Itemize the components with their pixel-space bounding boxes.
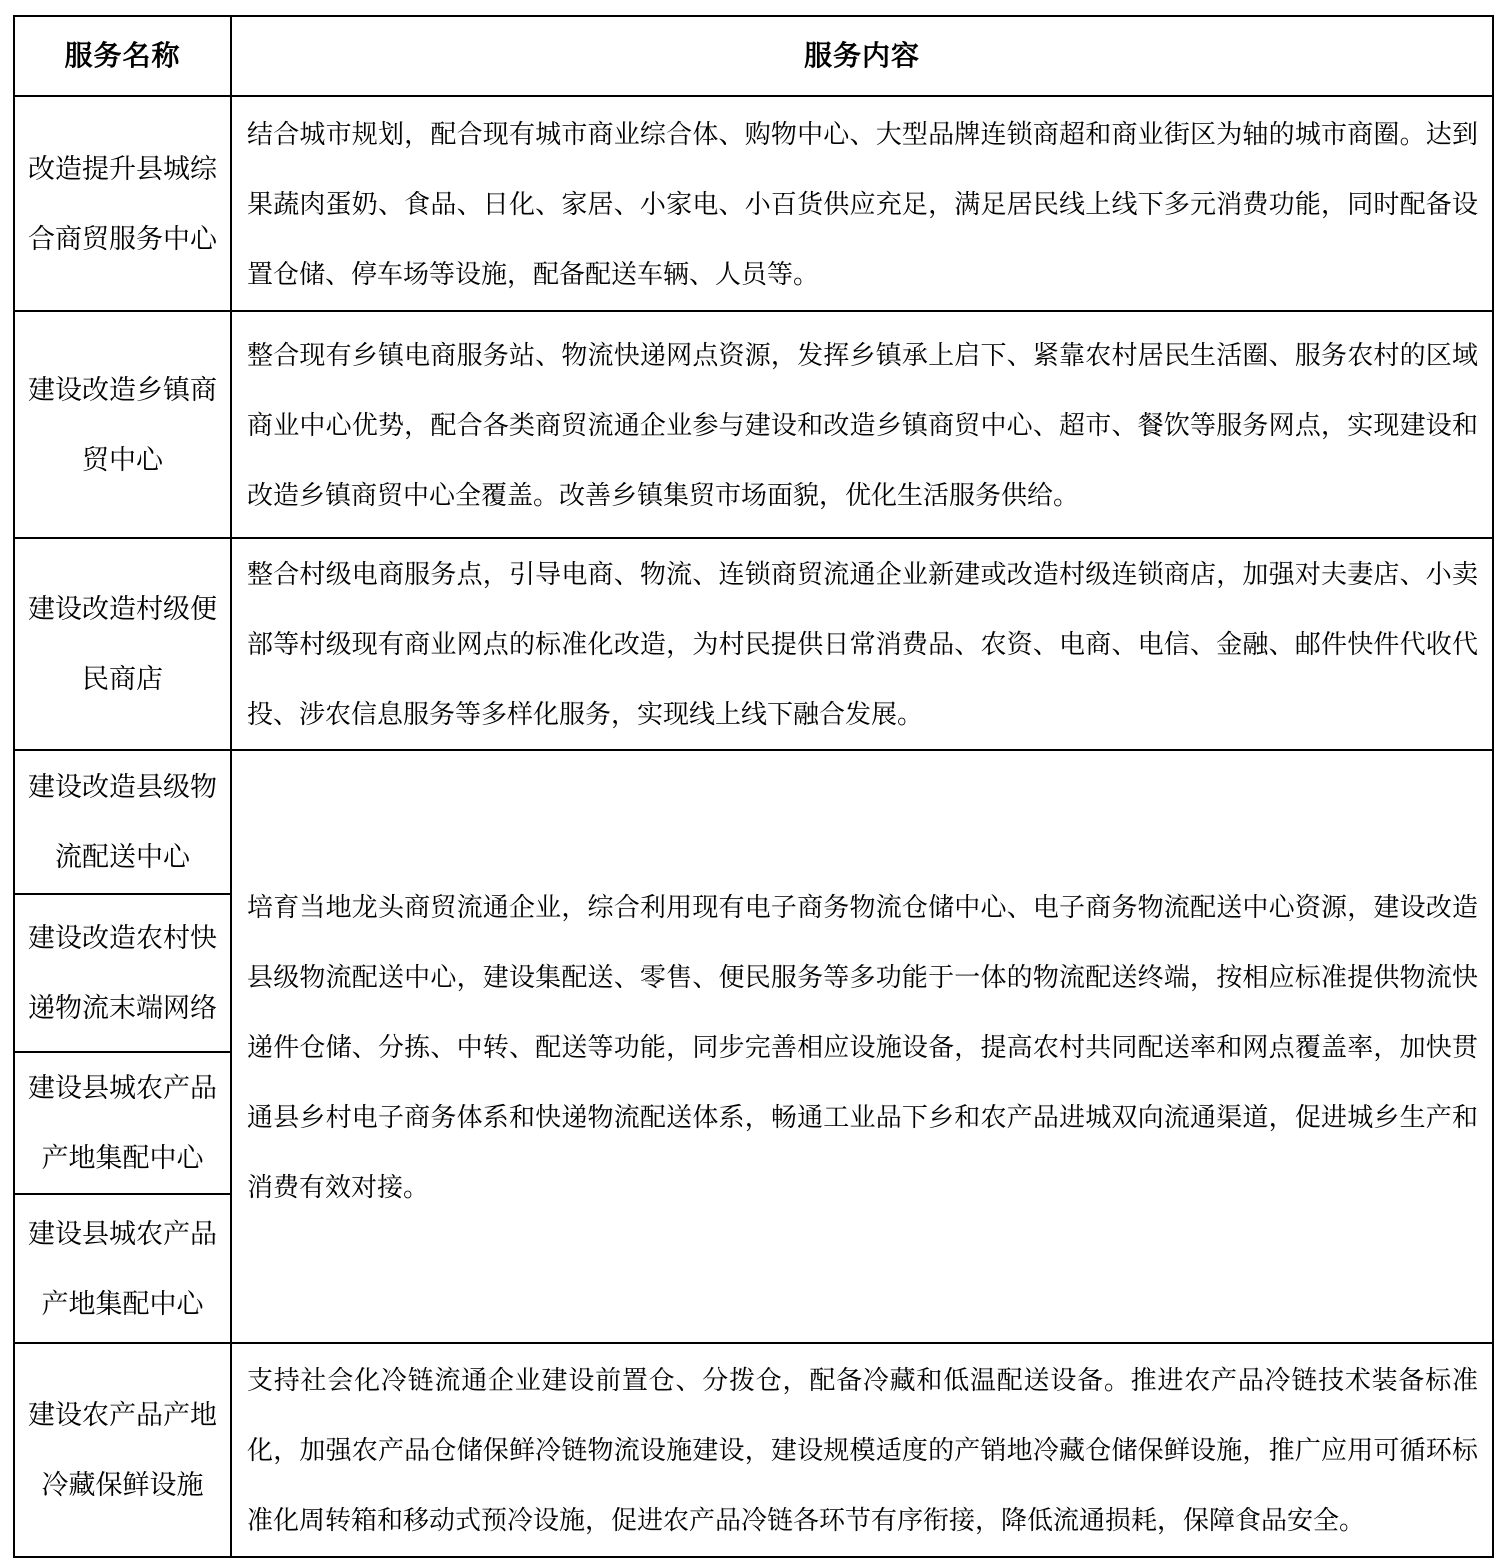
table-row bbox=[14, 1343, 1493, 1557]
service-name-cell: 改造提升县城综合商贸服务中心 bbox=[14, 96, 231, 311]
service-name-cell: 建设县城农产品产地集配中心 bbox=[14, 1052, 231, 1194]
table-row bbox=[14, 96, 1493, 311]
header-service-name: 服务名称 bbox=[14, 16, 231, 96]
service-name-cell: 建设改造乡镇商贸中心 bbox=[14, 311, 231, 538]
service-name-cell: 建设县城农产品产地集配中心 bbox=[14, 1194, 231, 1343]
service-content-cell-merged: 培育当地龙头商贸流通企业，综合利用现有电子商务物流仓储中心、电子商务物流配送中心资源，建设改造县级物流配送中心，建设集配送、零售、便民服务等多功能于一体的物流配送终端，按相应标准提供物流快递件仓储、分拣、中转、配送等功能，同步完善相应设施设备，提高农村共同配送率和网点覆盖率，加快贯通县乡村电子商务体系和快递物流配送体系，畅通工业品下乡和农产品进城双向流通渠道，促进城乡生产和消费有效对接。 bbox=[231, 750, 1493, 1343]
service-content-cell: 结合城市规划，配合现有城市商业综合体、购物中心、大型品牌连锁商超和商业街区为轴的城市商圈。达到果蔬肉蛋奶、食品、日化、家居、小家电、小百货供应充足，满足居民线上线下多元消费功能，同时配备设置仓储、停车场等设施，配备配送车辆、人员等。 bbox=[231, 96, 1493, 311]
header-row bbox=[14, 16, 1493, 96]
header-service-content: 服务内容 bbox=[231, 16, 1493, 96]
service-content-cell: 支持社会化冷链流通企业建设前置仓、分拨仓，配备冷藏和低温配送设备。推进农产品冷链技术装备标准化，加强农产品仓储保鲜冷链物流设施建设，建设规模适度的产销地冷藏仓储保鲜设施，推广应用可循环标准化周转箱和移动式预冷设施，促进农产品冷链各环节有序衔接，降低流通损耗，保障食品安全。 bbox=[231, 1343, 1493, 1557]
service-name-cell: 建设改造村级便民商店 bbox=[14, 538, 231, 750]
service-table bbox=[13, 15, 1494, 1558]
service-name-cell: 建设改造农村快递物流末端网络 bbox=[14, 894, 231, 1052]
service-content-cell: 整合村级电商服务点，引导电商、物流、连锁商贸流通企业新建或改造村级连锁商店，加强对夫妻店、小卖部等村级现有商业网点的标准化改造，为村民提供日常消费品、农资、电商、电信、金融、邮件快件代收代投、涉农信息服务等多样化服务，实现线上线下融合发展。 bbox=[231, 538, 1493, 750]
service-content-cell: 整合现有乡镇电商服务站、物流快递网点资源，发挥乡镇承上启下、紧靠农村居民生活圈、服务农村的区域商业中心优势，配合各类商贸流通企业参与建设和改造乡镇商贸中心、超市、餐饮等服务网点，实现建设和改造乡镇商贸中心全覆盖。改善乡镇集贸市场面貌，优化生活服务供给。 bbox=[231, 311, 1493, 538]
service-name-cell: 建设农产品产地冷藏保鲜设施 bbox=[14, 1343, 231, 1557]
table-row bbox=[14, 538, 1493, 750]
service-name-cell: 建设改造县级物流配送中心 bbox=[14, 750, 231, 894]
table-row bbox=[14, 311, 1493, 538]
table-row bbox=[14, 750, 1493, 894]
